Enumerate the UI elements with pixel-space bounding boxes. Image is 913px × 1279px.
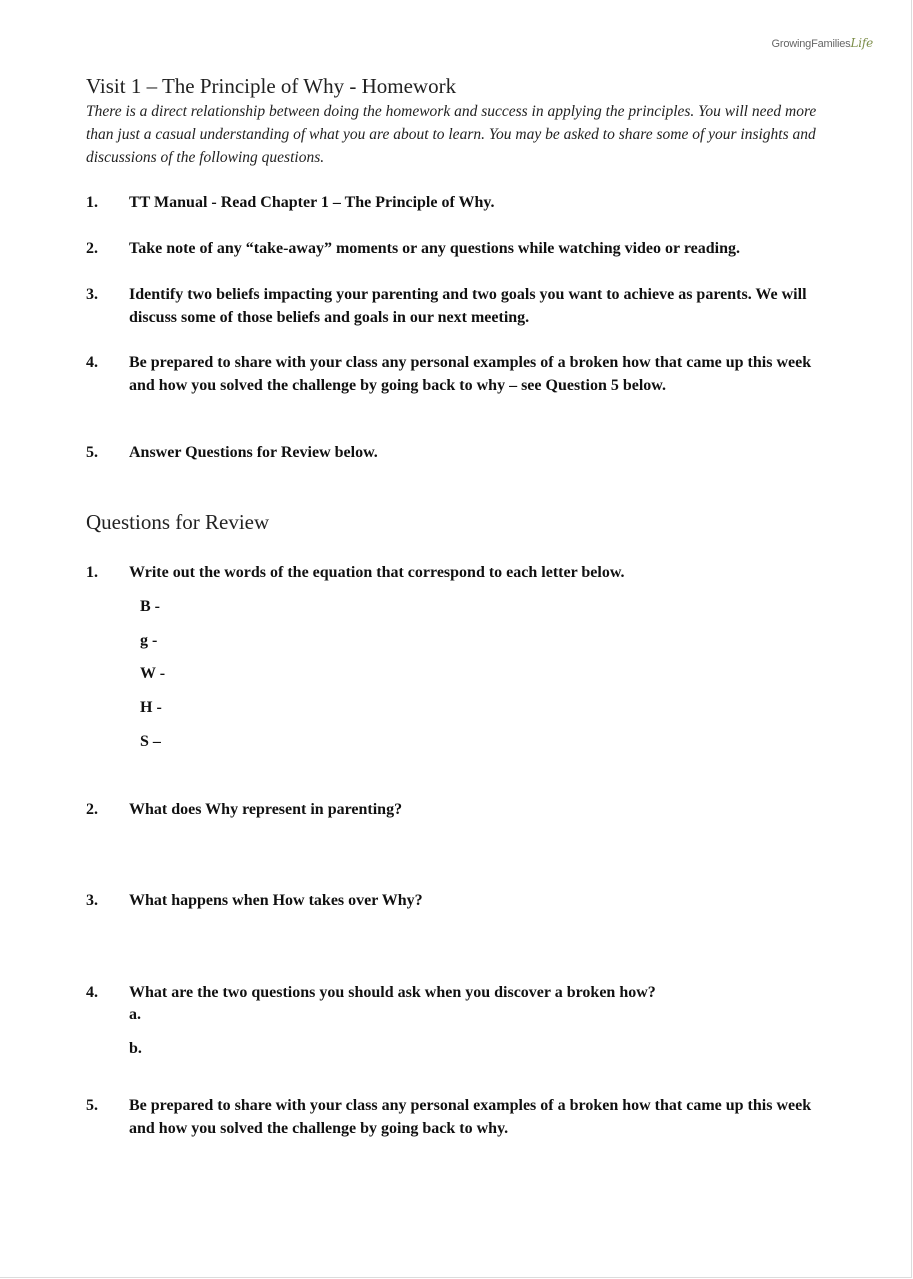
review-question-number: 4.	[86, 984, 98, 1001]
growing-families-logo	[772, 36, 873, 50]
equation-letter-g: g -	[140, 632, 158, 649]
review-question-2	[86, 798, 831, 821]
review-question-text: Write out the words of the equation that correspond to each letter below.	[129, 564, 625, 581]
equation-letter-h: H -	[140, 699, 162, 716]
review-question-number: 3.	[86, 892, 98, 909]
logo-brand: GrowingFamilies	[771, 38, 851, 50]
review-section-title: Questions for Review	[86, 510, 270, 534]
homework-item-5	[86, 441, 831, 464]
review-question-text: What are the two questions you should ask when you discover a broken how?	[129, 984, 656, 1001]
review-question-3	[86, 889, 831, 912]
homework-item-number: 1.	[86, 194, 98, 211]
sub-item-a: a.	[129, 1006, 141, 1023]
review-question-number: 2.	[86, 801, 98, 818]
homework-item-1	[86, 191, 831, 214]
homework-item-text: Answer Questions for Review below.	[129, 444, 378, 461]
sub-item-b: b.	[129, 1040, 142, 1057]
homework-item-number: 4.	[86, 354, 98, 371]
review-question-4	[86, 981, 831, 1004]
homework-item-number: 5.	[86, 444, 98, 461]
equation-letter-s: S –	[140, 733, 161, 750]
review-question-text: Be prepared to share with your class any personal examples of a broken how that came up this week and how you solved the challenge by going back to why.	[129, 1097, 812, 1137]
homework-item-text: Identify two beliefs impacting your parenting and two goals you want to achieve as parents. We will discuss some of those beliefs and goals in our next meeting.	[129, 286, 807, 326]
review-question-number: 1.	[86, 564, 98, 581]
review-question-text: What does Why represent in parenting?	[129, 801, 403, 818]
homework-item-text: Take note of any “take-away” moments or any questions while watching video or reading.	[129, 240, 740, 257]
review-question-number: 5.	[86, 1097, 98, 1114]
review-question-1	[86, 561, 831, 584]
homework-item-number: 3.	[86, 286, 98, 303]
review-question-text: What happens when How takes over Why?	[129, 892, 423, 909]
homework-item-2	[86, 237, 831, 260]
page-title: Visit 1 – The Principle of Why - Homework	[86, 74, 457, 98]
homework-item-text: Be prepared to share with your class any personal examples of a broken how that came up this week and how you solved the challenge by going back to why – see Question 5 below.	[129, 354, 812, 394]
logo-script: Life	[850, 36, 873, 50]
intro-paragraph: There is a direct relationship between doing the homework and success in applying the principles. You will need more than just a casual understanding of what you are about to learn. You may be asked to share some of your insights and discussions of the following questions.	[86, 103, 817, 166]
homework-item-number: 2.	[86, 240, 98, 257]
homework-item-4	[86, 351, 831, 397]
equation-letter-b: B -	[140, 598, 160, 615]
review-question-5	[86, 1094, 831, 1140]
homework-item-3	[86, 283, 831, 329]
equation-letter-w: W -	[140, 665, 166, 682]
homework-item-text: TT Manual - Read Chapter 1 – The Principle of Why.	[129, 194, 495, 211]
